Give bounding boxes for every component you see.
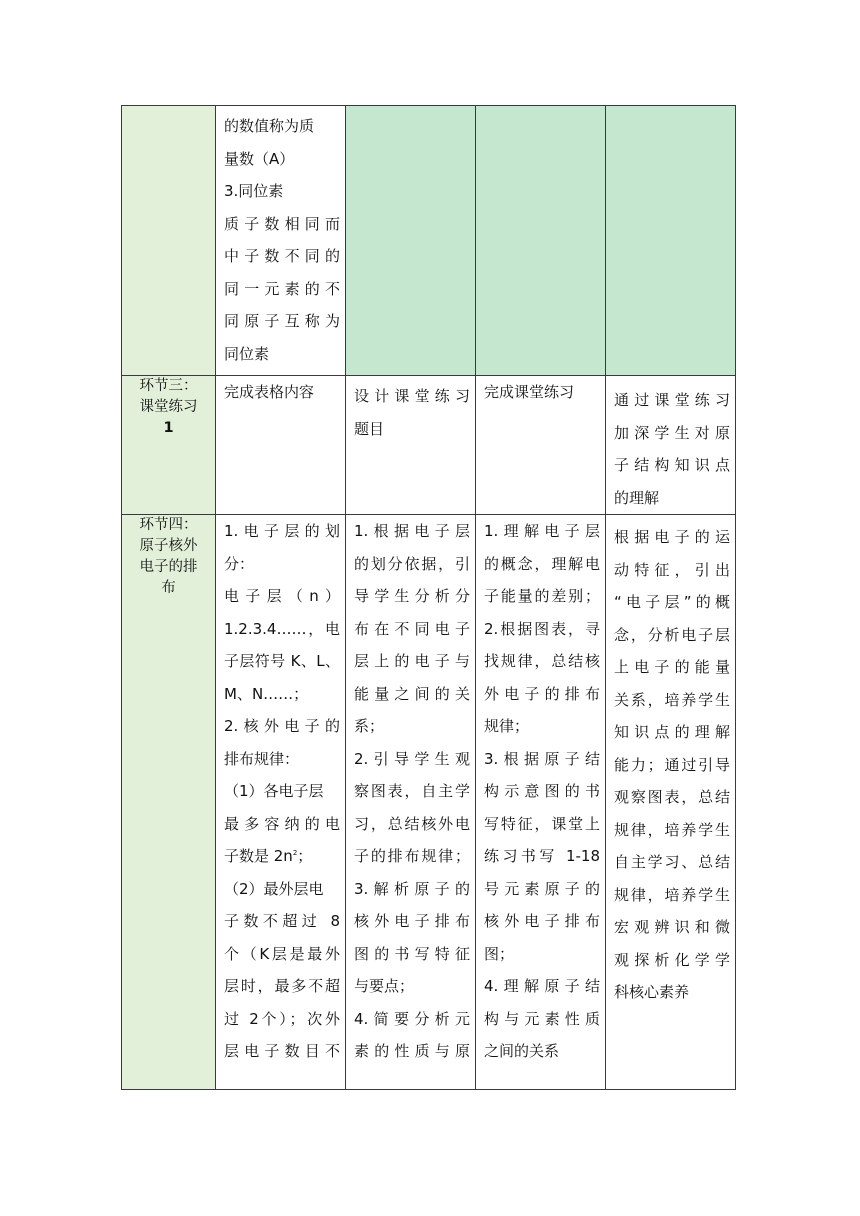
text-line: 个（K层是最外: [224, 944, 340, 963]
text-line: 根据电子的运: [614, 528, 730, 546]
text-line: 3.同位素: [224, 182, 284, 200]
text-line: 同原子互称为: [224, 312, 340, 330]
text-line: 的理解: [614, 488, 660, 507]
text-line: 1.电子层的划: [224, 522, 340, 540]
teaching-content-cell: [216, 515, 346, 1090]
text-line: 宏观辨识和微: [614, 918, 730, 936]
text-line: 构与元素性质: [484, 1009, 600, 1028]
text-line: 子能量的差别；: [484, 587, 600, 605]
design-intent-cell: [606, 515, 736, 1090]
text-line: 与要点；: [354, 977, 415, 995]
text-line: 分：: [224, 554, 255, 573]
teacher-activity-text: [346, 515, 475, 1068]
text-line: 层上的电子与: [354, 652, 470, 670]
text-line: 中子数不同的: [224, 247, 340, 265]
text-line: 量数（A）: [224, 149, 295, 168]
text-line: 图；: [484, 944, 515, 963]
section-label: [122, 515, 215, 599]
text-line: 构示意图的书: [484, 782, 600, 800]
text-line: 素的性质与原: [354, 1042, 470, 1060]
text-line: （2）最外层电: [224, 879, 324, 898]
section-label-line: 电子的排: [139, 559, 198, 575]
text-line: 系；: [354, 717, 385, 735]
text-line: 习，总结核外电: [354, 814, 470, 833]
text-line: “电子层”的概: [614, 593, 730, 611]
design-intent-cell: [606, 376, 736, 515]
teacher-activity-cell: [346, 515, 476, 1090]
text-line: 观察图表，总结: [614, 788, 730, 806]
text-line: 排布规律：: [224, 749, 300, 768]
text-line: 核外电子排布: [354, 912, 470, 930]
text-line: 的概念，理解电: [484, 554, 600, 573]
text-line: 核外电子排布: [484, 912, 600, 930]
text-line: 2.核外电子的: [224, 717, 340, 735]
text-line: 1.根据电子层: [354, 522, 470, 540]
text-line: 1.理解电子层: [484, 522, 600, 540]
text-line: 4.简要分析元: [354, 1009, 470, 1028]
text-line: [224, 840, 340, 873]
text-line: 动特征，引出: [614, 560, 730, 579]
text-line: 上电子的能量: [614, 658, 730, 676]
table-row: [122, 106, 736, 376]
student-activity-cell: [476, 515, 606, 1090]
text-line: 念，分析电子层: [614, 625, 730, 644]
text-line: 质子数相同而: [224, 214, 340, 233]
text-line: 电子层（n）: [224, 587, 340, 605]
text-line: 同位素: [224, 344, 270, 363]
text-segment: ；: [297, 847, 313, 865]
text-line: 层时，最多不超: [224, 977, 340, 995]
section-label-cell: [122, 376, 216, 515]
text-line: 规律，培养学生: [614, 885, 730, 904]
text-line: 之间的关系: [484, 1042, 560, 1060]
teacher-activity-text: [346, 376, 475, 445]
text-line: 练习书写 1-18: [484, 847, 600, 865]
text-line: 能力；通过引导: [614, 755, 730, 774]
section-label-line: 环节四：: [139, 517, 198, 533]
section-label-line: 环节三：: [139, 378, 198, 394]
text-line: 自主学习、总结: [614, 853, 730, 871]
text-line: 察图表，自主学: [354, 782, 470, 800]
text-line: 层电子数目不: [224, 1042, 340, 1060]
text-line: 外电子的排布: [484, 684, 600, 703]
table-row: [122, 515, 736, 1090]
text-line: 过 2个）；次外: [224, 1009, 340, 1028]
text-line: 写特征，课堂上: [484, 814, 600, 833]
text-line: 同一元素的不: [224, 279, 340, 298]
lesson-plan-table: [121, 105, 736, 1090]
table-row: [122, 376, 736, 515]
text-line: 能量之间的关: [354, 684, 470, 703]
section-label-cell: [122, 106, 216, 376]
text-line: 规律；: [484, 717, 530, 735]
teaching-content-text: [216, 376, 345, 409]
student-activity-cell: [476, 376, 606, 515]
text-line: 题目: [354, 419, 385, 438]
design-intent-text: [606, 515, 735, 1009]
text-line: 子数不超过 8: [224, 912, 340, 930]
text-line: 的数值称为质: [224, 117, 315, 135]
text-line: 子层符号 K、L、: [224, 652, 340, 670]
design-intent-cell: [606, 106, 736, 376]
design-intent-text: [606, 376, 735, 514]
text-line: 通过课堂练习: [614, 391, 730, 409]
teacher-activity-cell: [346, 376, 476, 515]
teacher-activity-cell: [346, 106, 476, 376]
text-line: 知识点的理解: [614, 723, 730, 741]
superscript: 2: [292, 849, 298, 857]
text-line: 找规律，总结核: [484, 652, 600, 670]
text-line: 1.2.3.4……，电: [224, 619, 340, 638]
text-line: 3.解析原子的: [354, 879, 470, 898]
text-line: （1）各电子层: [224, 782, 324, 800]
text-line: 观探析化学学: [614, 950, 730, 969]
student-activity-cell: [476, 106, 606, 376]
text-line: 图的书写特征: [354, 944, 470, 963]
section-label-cell: [122, 515, 216, 1090]
text-line: 子结构知识点: [614, 456, 730, 474]
student-activity-text: [476, 515, 605, 1068]
text-line: 的划分依据，引: [354, 554, 470, 573]
text-line: 设计课堂练习: [354, 387, 470, 405]
section-label: [122, 376, 215, 439]
text-line: M、N……；: [224, 684, 309, 703]
text-line: 布在不同电子: [354, 619, 470, 638]
text-line: 子的排布规律；: [354, 847, 470, 865]
text-segment: 子数是 2n: [224, 847, 293, 865]
text-line: 规律，培养学生: [614, 820, 730, 839]
teaching-content-text: [216, 515, 345, 1068]
text-line: 关系，培养学生: [614, 690, 730, 709]
text-line: 导学生分析分: [354, 587, 470, 605]
teaching-content-text: [216, 106, 345, 370]
section-label-line: 原子核外: [139, 538, 198, 554]
text-line: 2.根据图表，寻: [484, 619, 600, 638]
text-line: 科核心素养: [614, 983, 690, 1001]
teaching-content-cell: [216, 376, 346, 515]
text-line: 最多容纳的电: [224, 814, 340, 833]
text-line: 完成表格内容: [224, 383, 315, 401]
text-line: 3.根据原子结: [484, 749, 600, 768]
text-line: 号元素原子的: [484, 879, 600, 898]
section-label-line: 布: [161, 580, 176, 596]
teaching-content-cell: [216, 106, 346, 376]
text-line: 完成课堂练习: [484, 383, 575, 401]
text-line: 加深学生对原: [614, 423, 730, 442]
text-line: 4.理解原子结: [484, 977, 600, 995]
section-label-line: 1: [163, 420, 174, 436]
section-label-line: 课堂练习: [139, 399, 198, 415]
text-line: 2.引导学生观: [354, 749, 470, 768]
student-activity-text: [476, 376, 605, 409]
